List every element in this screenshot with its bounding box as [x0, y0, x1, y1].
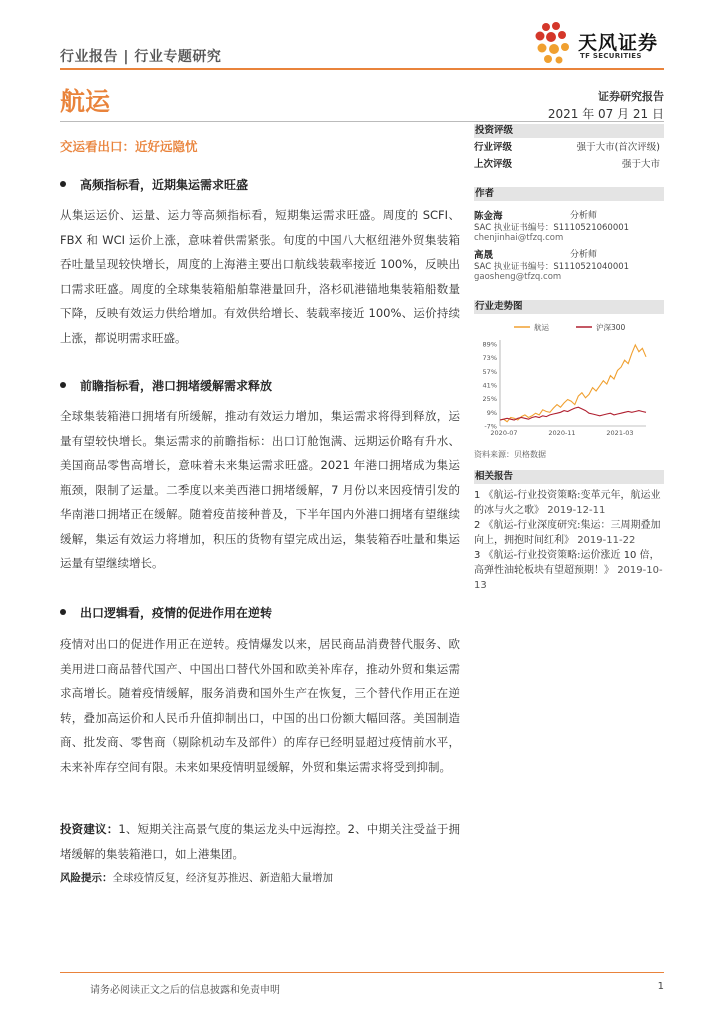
related-report-title[interactable]: 2 《航运-行业深度研究:集运：三周期叠加向上，拥抱时间红利》: [474, 520, 661, 546]
investment-advice: [60, 817, 460, 866]
bullet-icon: [60, 181, 66, 187]
title-divider: [60, 121, 664, 122]
header-divider: [60, 68, 664, 70]
report-date: 2021 年 07 月 21 日: [547, 107, 664, 121]
related-report-item[interactable]: [474, 488, 664, 518]
risk-warning: [60, 866, 460, 891]
section-heading: [60, 604, 272, 621]
previous-rating-value: 强于大市: [621, 159, 660, 170]
related-heading: 相关报告: [474, 470, 664, 484]
logo-chinese-name: 天风证券: [578, 32, 659, 54]
author-title: 分析师: [570, 211, 598, 221]
industry-rating-label: 行业评级: [474, 142, 513, 153]
y-tick-label: -7%: [484, 422, 497, 431]
y-tick-label: 73%: [482, 354, 497, 363]
industry-rating-value: 强于大市(首次评级): [576, 142, 660, 153]
related-report-date: 2019-11-22: [577, 535, 636, 546]
x-tick-label: 2021-03: [606, 429, 634, 437]
author-name: 陈金海: [474, 211, 503, 222]
previous-rating-label: 上次评级: [474, 159, 513, 170]
x-tick-label: 2020-11: [548, 429, 576, 437]
trend-heading: 行业走势图: [474, 300, 664, 314]
related-report-item[interactable]: [474, 518, 664, 548]
legend-label: 沪深300: [596, 323, 626, 332]
section-heading-text: 出口逻辑看，疫情的促进作用在逆转: [80, 606, 273, 620]
author-email[interactable]: chenjinhai@tfzq.com: [474, 233, 564, 243]
x-tick-label: 2020-07: [490, 429, 518, 437]
section-body: 疫情对出口的促进作用正在逆转。疫情爆发以来，居民商品消费替代服务、欧美用进口商品替代国产、中国出口替代外国和欧美补库存，推动外贸和集运需求高增长。随着疫情缓解，服务消费和国外生产在恢复，三个替代作用正在逆转，叠加高运价和人民币升值抑制出口，中国的出口份额大幅回落。美国制造商、批发商、零售商（剔除机动车及部件）的库存已经明显超过疫情前水平，未来补库存空间有限。未来如果疫情明显缓解，外贸和集运需求将受到抑制。: [60, 637, 460, 774]
report-title: 交运看出口：近好远隐忧: [60, 139, 198, 154]
related-report-item[interactable]: [474, 548, 664, 593]
page-number: 1: [657, 981, 664, 992]
author-title: 分析师: [570, 250, 598, 260]
related-reports-list: [474, 488, 664, 593]
series-line-shipping: [500, 345, 646, 422]
logo-mark-icon: [532, 20, 576, 68]
section-heading-text: 高频指标看，近期集运需求旺盛: [80, 178, 249, 192]
y-tick-label: 25%: [482, 395, 497, 404]
rating-heading: 投资评级: [474, 124, 664, 138]
related-report-date: 2019-10-13: [474, 565, 663, 591]
related-report-date: 2019-12-11: [547, 505, 606, 516]
sector-title: 航运: [60, 87, 111, 116]
section-heading: [60, 176, 248, 193]
report-category: 行业报告 | 行业专题研究: [60, 49, 222, 65]
section-body: 全球集装箱港口拥堵有所缓解，推动有效运力增加，集运需求将得到释放，运量有望较快增长。集运需求的前瞻指标：出口订舱饱满、远期运价略有升水、美国商品零售高增长，意味着未来集运需求旺盛。2021 年港口拥堵成为集运瓶颈，限制了运量。二季度以来美西港口拥堵缓解，7 月份以来因疫情引发的华南港口拥堵正在缓解。随着疫苗接种普及，下半年国内外港口拥堵有望继续缓解，集运有效运力将增加，积压的货物有望完成出运，集装箱吞吐量和集运运量有望继续增长。: [60, 409, 460, 570]
advice-label: 投资建议：: [60, 822, 119, 836]
author-email[interactable]: gaosheng@tfzq.com: [474, 272, 562, 282]
report-type: 证券研究报告: [598, 90, 664, 103]
y-tick-label: 89%: [482, 340, 497, 349]
chart-source: 资料来源：贝格数据: [474, 450, 546, 459]
bullet-icon: [60, 609, 66, 615]
section-body: 从集运运价、运量、运力等高频指标看，短期集运需求旺盛。周度的 SCFI、FBX 和 WCI 运价上涨，意味着供需紧张。旬度的中国八大枢纽港外贸集装箱吞吐量呈现较快增长，周度的上海港主要出口航线装载率接近 100%，反映出口需求旺盛。周度的全球集装箱船舶靠港量回升，洛杉矶港锚地集装箱船数量下降，反映有效运力供给增加。有效供给增长、装载率接近 100%、运价持续上涨，都说明需求旺盛。: [60, 208, 460, 345]
author-sac: SAC 执业证书编号：S1110521060001: [474, 223, 630, 233]
related-report-title[interactable]: 1 《航运-行业投资策略:变革元年，航运业的冰与火之歌》: [474, 490, 661, 516]
section-heading: [60, 377, 272, 394]
related-report-title[interactable]: 3 《航运-行业投资策略:运价涨近 10 倍，高弹性油轮板块有望超预期！》: [474, 550, 660, 576]
footer-disclaimer: 请务必阅读正文之后的信息披露和免责申明: [90, 985, 280, 996]
section-heading-text: 前瞻指标看，港口拥堵缓解需求释放: [80, 379, 273, 393]
authors-heading: 作者: [474, 187, 664, 201]
y-tick-label: 41%: [482, 381, 497, 390]
risk-label: 风险提示：: [60, 872, 113, 884]
logo-english-name: TF SECURITIES: [580, 52, 642, 60]
y-tick-label: 57%: [482, 367, 497, 376]
footer-divider: [60, 972, 664, 973]
y-tick-label: 9%: [486, 408, 497, 417]
advice-text: 1、短期关注高景气度的集运龙头中远海控。2、中期关注受益于拥堵缓解的集装箱港口，如上港集团。: [60, 822, 461, 861]
trend-chart: [474, 318, 664, 440]
risk-text: 全球疫情反复，经济复苏推迟、新造船大量增加: [112, 872, 333, 884]
author-sac: SAC 执业证书编号：S1110521040001: [474, 262, 630, 272]
series-line-csi300: [500, 407, 646, 420]
legend-label: 航运: [534, 323, 549, 332]
company-logo: [532, 20, 672, 68]
author-name: 高晟: [474, 250, 494, 261]
bullet-icon: [60, 382, 66, 388]
